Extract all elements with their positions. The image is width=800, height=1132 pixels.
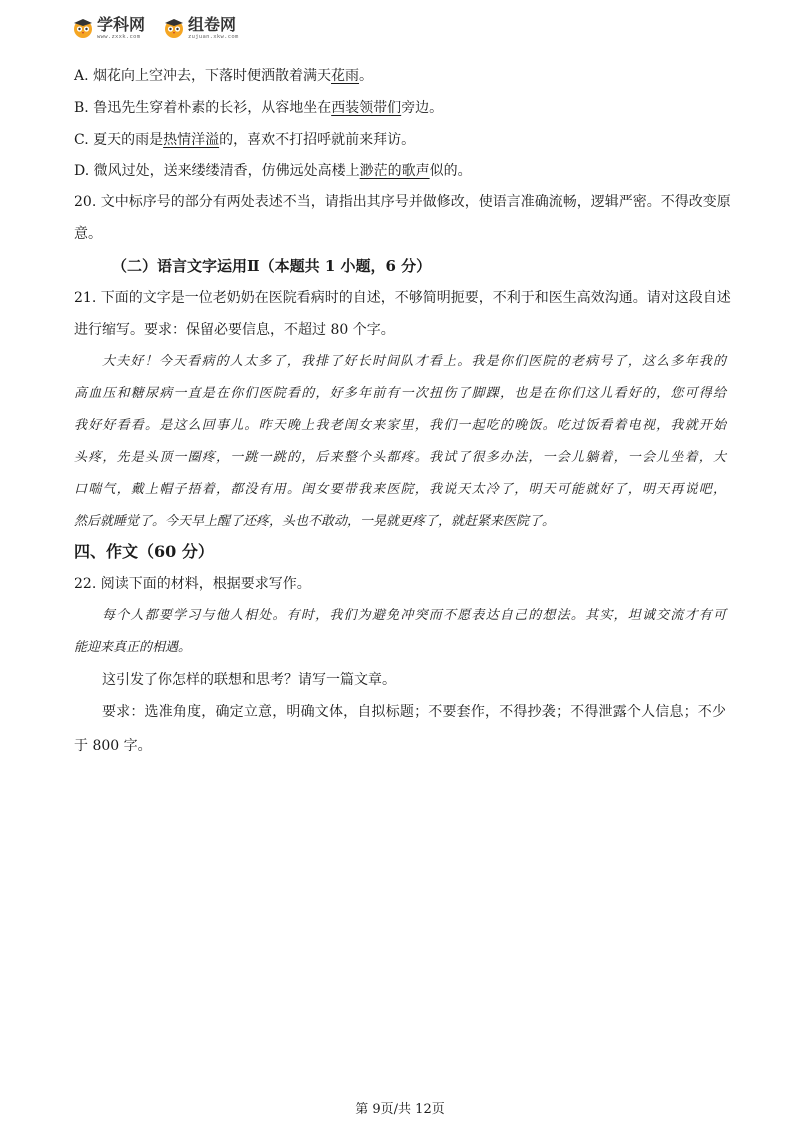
page-header <box>72 12 257 44</box>
material-line: 每个人都要学习与他人相处。有时，我们为避免冲突而不愿表达自己的想法。其实，坦诚交流才有可 <box>102 608 726 623</box>
section-title: （二）语言文字运用Ⅱ（本题共 1 小题，6 分） <box>112 257 432 275</box>
writing-requirements: 要求：选准角度，确定立意，明确文体，自拟标题；不要套作，不得抄袭；不得泄露个人信息；不少 <box>102 704 726 720</box>
passage-line: 头疼，先是头顶一圈疼，一跳一跳的，后来整个头都疼。我试了很多办法，一会儿躺着，一会儿坐着，大 <box>74 450 726 465</box>
writing-requirements-cont: 于 800 字。 <box>74 738 152 754</box>
option-b: B. 鲁迅先生穿着朴素的长衫，从容地坐在西装领带们旁边。 <box>74 100 444 116</box>
brand-url: www.zxxk.com <box>97 33 141 40</box>
brand-url: zujuan.xkw.com <box>188 33 239 40</box>
owl-mascot-icon <box>72 17 94 39</box>
question-20-cont: 意。 <box>74 226 102 242</box>
section-title: 四、作文（60 分） <box>74 542 214 561</box>
brand-name: 学科网 <box>97 14 146 34</box>
option-c: C. 夏天的雨是热情洋溢的，喜欢不打招呼就前来拜访。 <box>74 132 416 148</box>
question-21: 21. 下面的文字是一位老奶奶在医院看病时的自述，不够简明扼要，不利于和医生高效沟通。请对这段自述 <box>74 290 731 306</box>
passage-line: 高血压和糖尿病一直是在你们医院看的，好多年前有一次扭伤了脚踝，也是在你们这儿看好的，您可得给 <box>74 386 726 401</box>
page-number: 第 9页/共 12页 <box>355 1102 445 1117</box>
question-22: 22. 阅读下面的材料，根据要求写作。 <box>74 576 311 592</box>
option-a: A. 烟花向上空冲去，下落时便洒散着满天花雨。 <box>74 68 374 84</box>
zujuanwang-logo <box>163 16 239 41</box>
question-21-cont: 进行缩写。要求：保留必要信息，不超过 80 个字。 <box>74 322 395 338</box>
material-line: 能迎来真正的相遇。 <box>74 640 192 655</box>
option-d: D. 微风过处，送来缕缕清香，仿佛远处高楼上渺茫的歌声似的。 <box>74 163 472 179</box>
question-20: 20. 文中标序号的部分有两处表述不当，请指出其序号并做修改，使语言准确流畅，逻辑严密。不得改变原 <box>74 194 731 210</box>
writing-prompt: 这引发了你怎样的联想和思考？请写一篇文章。 <box>102 672 396 688</box>
passage-line: 我好好看看。是这么回事儿。昨天晚上我老闺女来家里，我们一起吃的晚饭。吃过饭看着电视，我就开始 <box>74 418 726 433</box>
passage-line: 大夫好！今天看病的人太多了，我排了好长时间队才看上。我是你们医院的老病号了，这么多年我的 <box>102 354 726 369</box>
xuekewang-logo <box>72 16 145 41</box>
passage-line: 口喘气，戴上帽子捂着，都没有用。闺女要带我来医院，我说天太冷了，明天可能就好了，明天再说吧， <box>74 482 726 497</box>
brand-name: 组卷网 <box>188 14 237 34</box>
owl-mascot-icon <box>163 17 185 39</box>
passage-line: 然后就睡觉了。今天早上醒了还疼，头也不敢动，一晃就更疼了，就赶紧来医院了。 <box>74 514 556 529</box>
